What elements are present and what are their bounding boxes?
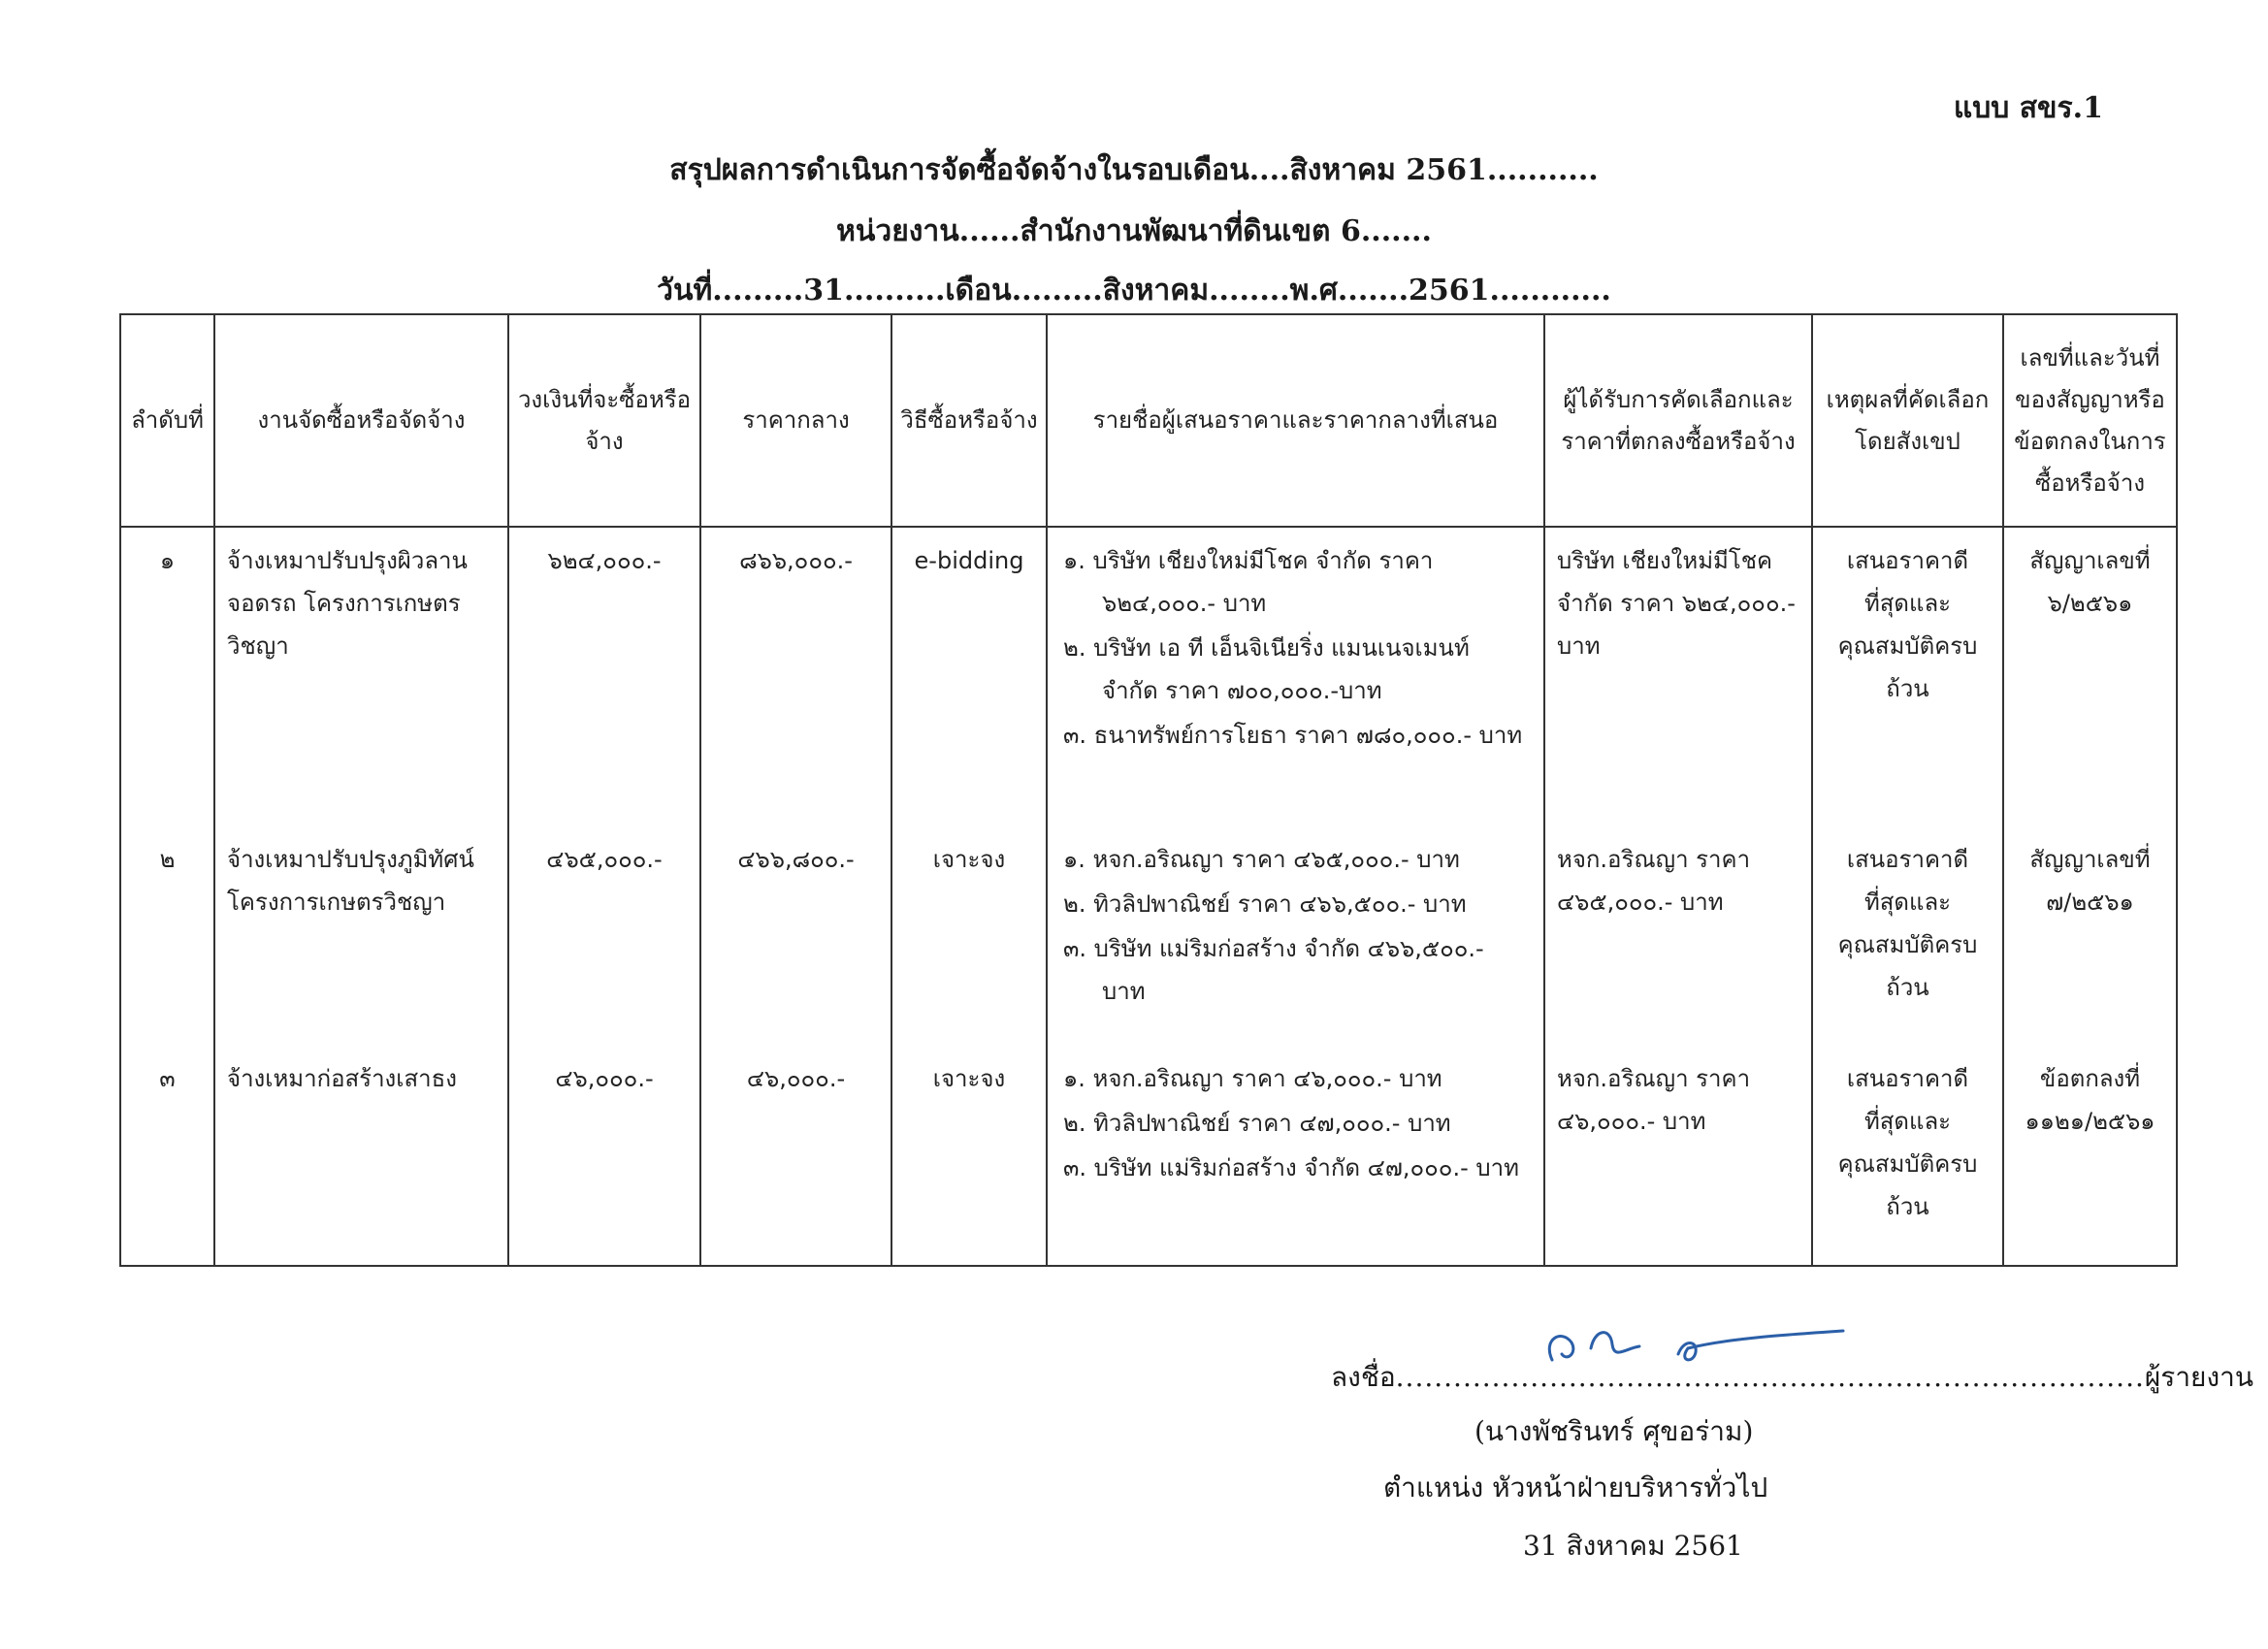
- reason-cell: เสนอราคาดีที่สุดและคุณสมบัติครบถ้วน: [1812, 527, 2003, 826]
- table-row: [120, 527, 2177, 826]
- budget-cell: ๔๖๕,๐๐๐.-: [508, 826, 700, 1040]
- contract-cell: สัญญาเลขที่ ๖/๒๕๖๑: [2003, 527, 2177, 826]
- budget-cell: ๔๖,๐๐๐.-: [508, 1040, 700, 1266]
- document-title: สรุปผลการดำเนินการจัดซื้อจัดจ้างในรอบเดือน....สิงหาคม 2561...........: [669, 153, 1599, 187]
- bidder-entry: ๓. ธนาทรัพย์การโยธา ราคา ๗๘๐,๐๐๐.- บาท: [1063, 722, 1523, 749]
- reason-cell: เสนอราคาดีที่สุดและคุณสมบัติครบถ้วน: [1812, 826, 2003, 1040]
- column-header: ผู้ได้รับการคัดเลือกและราคาที่ตกลงซื้อหรือจ้าง: [1544, 314, 1812, 527]
- work-item: จ้างเหมาก่อสร้างเสาธง: [214, 1040, 508, 1266]
- work-item: จ้างเหมาปรับปรุงผิวลานจอดรถ โครงการเกษตรวิชญา: [214, 527, 508, 826]
- work-item: จ้างเหมาปรับปรุงภูมิทัศน์ โครงการเกษตรวิชญา: [214, 826, 508, 1040]
- bidder-entry: ๑. หจก.อริณญา ราคา ๔๖,๐๐๐.- บาท: [1063, 1065, 1442, 1092]
- signature-dots: ..............................................................................: [1395, 1361, 2145, 1393]
- column-header: เหตุผลที่คัดเลือกโดยสังเขป: [1812, 314, 2003, 527]
- row-number: ๓: [120, 1040, 214, 1266]
- signature-line: [1331, 1356, 2253, 1399]
- bidder-entry: ๑. หจก.อริณญา ราคา ๔๖๕,๐๐๐.- บาท: [1063, 846, 1460, 873]
- method-cell: เจาะจง: [891, 826, 1047, 1040]
- procurement-table: [119, 313, 2178, 1267]
- table-row: [120, 1040, 2177, 1266]
- agency-line: หน่วยงาน......สำนักงานพัฒนาที่ดินเขต 6.......: [836, 214, 1432, 248]
- median-price-cell: ๔๖๖,๘๐๐.-: [700, 826, 891, 1040]
- method-cell: เจาะจง: [891, 1040, 1047, 1266]
- date-line: วันที่.........31..........เดือน.........สิงหาคม........พ.ศ.......2561............: [657, 274, 1611, 307]
- budget-cell: ๖๒๔,๐๐๐.-: [508, 527, 700, 826]
- column-header: งานจัดซื้อหรือจัดจ้าง: [214, 314, 508, 527]
- bidder-entry: ๓. บริษัท แม่ริมก่อสร้าง จำกัด ๔๖๖,๕๐๐.- บาท: [1063, 935, 1484, 1005]
- selected-vendor-cell: บริษัท เชียงใหม่มีโชค จำกัด ราคา ๖๒๔,๐๐๐.- บาท: [1544, 527, 1812, 826]
- column-header: เลขที่และวันที่ของสัญญาหรือข้อตกลงในการซื้อหรือจ้าง: [2003, 314, 2177, 527]
- sign-label: ลงชื่อ: [1331, 1361, 1396, 1393]
- contract-cell: สัญญาเลขที่ ๗/๒๕๖๑: [2003, 826, 2177, 1040]
- column-header: ลำดับที่: [120, 314, 214, 527]
- column-header: วงเงินที่จะซื้อหรือจ้าง: [508, 314, 700, 527]
- row-number: ๒: [120, 826, 214, 1040]
- bidder-entry: ๒. ทิวลิปพาณิชย์ ราคา ๔๖๖,๕๐๐.- บาท: [1063, 890, 1467, 918]
- contract-cell: ข้อตกลงที่ ๑๑๒๑/๒๕๖๑: [2003, 1040, 2177, 1266]
- bidders-cell: [1047, 1040, 1544, 1266]
- signer-role: ผู้รายงาน: [2144, 1361, 2253, 1393]
- bidder-entry: ๓. บริษัท แม่ริมก่อสร้าง จำกัด ๔๗,๐๐๐.- บาท: [1063, 1154, 1519, 1181]
- method-cell: e-bidding: [891, 527, 1047, 826]
- bidder-entry: ๑. บริษัท เชียงใหม่มีโชค จำกัด ราคา ๖๒๔,๐๐๐.- บาท: [1063, 547, 1434, 617]
- median-price-cell: ๔๖,๐๐๐.-: [700, 1040, 891, 1266]
- column-header: รายชื่อผู้เสนอราคาและราคากลางที่เสนอ: [1047, 314, 1544, 527]
- bidders-cell: [1047, 527, 1544, 826]
- signer-name: (นางพัชรินทร์ ศุขอร่าม): [1474, 1415, 1754, 1447]
- bidders-cell: [1047, 826, 1544, 1040]
- table-row: [120, 826, 2177, 1040]
- bidder-entry: ๒. ทิวลิปพาณิชย์ ราคา ๔๗,๐๐๐.- บาท: [1063, 1110, 1451, 1137]
- row-number: ๑: [120, 527, 214, 826]
- median-price-cell: ๘๖๖,๐๐๐.-: [700, 527, 891, 826]
- selected-vendor-cell: หจก.อริณญา ราคา ๔๖๕,๐๐๐.- บาท: [1544, 826, 1812, 1040]
- signer-position: ตำแหน่ง หัวหน้าฝ่ายบริหารทั่วไป: [1383, 1471, 1768, 1504]
- selected-vendor-cell: หจก.อริณญา ราคา ๔๖,๐๐๐.- บาท: [1544, 1040, 1812, 1266]
- bidder-entry: ๒. บริษัท เอ ที เอ็นจิเนียริ่ง แมนเนจเมนท์ จำกัด ราคา ๗๐๐,๐๐๐.-บาท: [1063, 634, 1470, 704]
- column-header: วิธีซื้อหรือจ้าง: [891, 314, 1047, 527]
- signature-date: 31 สิงหาคม 2561: [1523, 1530, 1743, 1562]
- table-header-row: [120, 314, 2177, 527]
- reason-cell: เสนอราคาดีที่สุดและคุณสมบัติครบถ้วน: [1812, 1040, 2003, 1266]
- column-header: ราคากลาง: [700, 314, 891, 527]
- form-code: แบบ สขร.1: [1953, 91, 2103, 125]
